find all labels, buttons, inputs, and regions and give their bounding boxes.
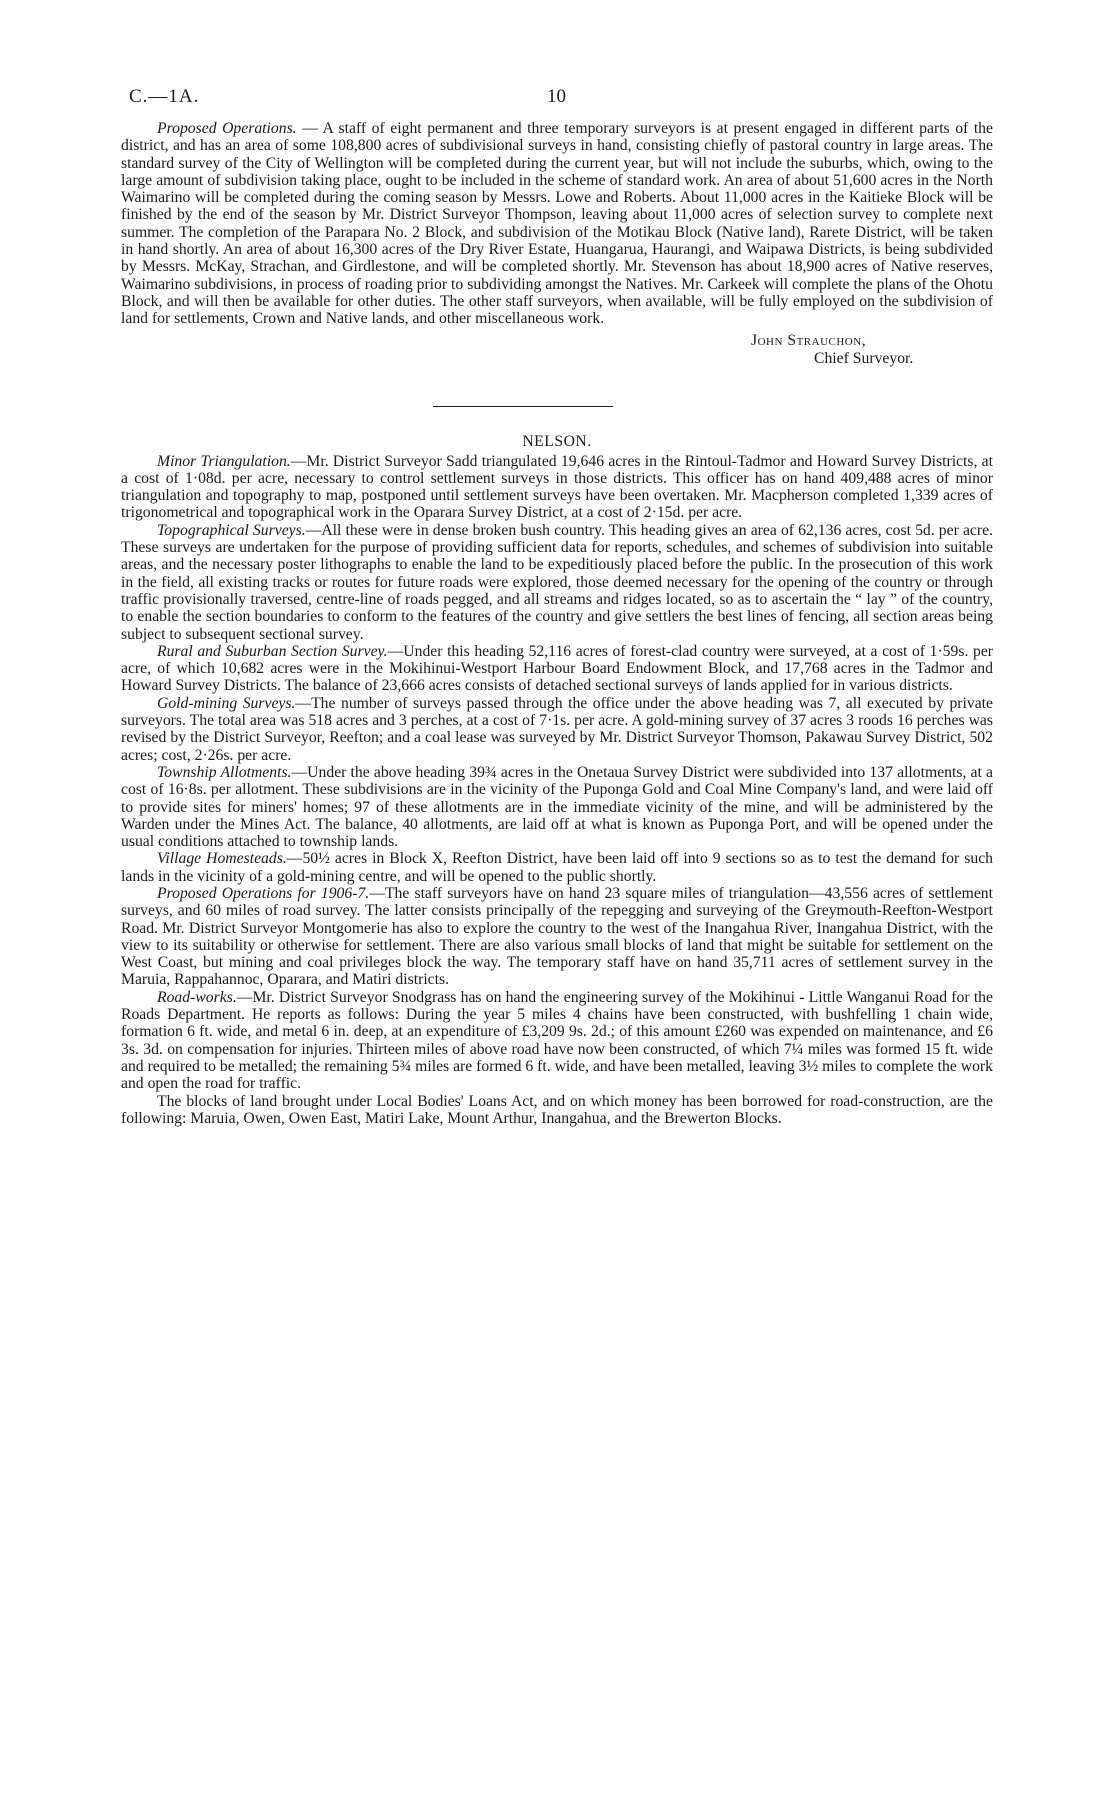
paragraph-text: —The number of surveys passed through the office under the above heading was 7, all executed by private surveyors. The total area was 518 acres and 3 perches, at a cost of 7·1s. per acre. A gold-mining survey of 37 acres 3 roods 16 perches was revised by the District Surveyor, Reefton; and a coal lease was surveyed by Mr. District Surveyor Thomson, Pakawau Survey District, 502 acres; cost, 2·26s. per acre. [121, 694, 993, 764]
nelson-paragraph [121, 885, 993, 989]
paragraph-text: —Mr. District Surveyor Sadd triangulated 19,646 acres in the Rintoul-Tadmor and Howard Survey Districts, at a cost of 1·08d. per acre, necessary to control settlement surveys in those districts. This officer has on hand 409,488 acres of minor triangulation and topography to map, postponed until settlement surveys have been overtaken. Mr. Macpherson completed 1,339 acres of trigonometrical and topographical work in the Oparara Survey District, at a cost of 2·15d. per acre. [121, 452, 994, 522]
paragraph-heading: Minor Triangulation. [157, 452, 291, 470]
paragraph-heading: Road-works. [157, 988, 237, 1006]
nelson-paragraph [121, 522, 993, 643]
nelson-paragraph [121, 453, 993, 522]
paragraph-heading: Topographical Surveys. [157, 521, 306, 539]
paragraph-text: —50½ acres in Block X, Reefton District, have been laid off into 9 sections so as to test the demand for such lands in the vicinity of a gold-mining centre, and will be opened to the public shortly. [121, 850, 994, 885]
paragraph-text: —All these were in dense broken bush country. This heading gives an area of 62,136 acres, cost 5d. per acre. These surveys are undertaken for the purpose of providing sufficient data for reports, schedules, and schemes of subdivision into suitable areas, and the necessary poster lithographs to enable the land to be expeditiously placed before the public. In the prosecution of this work in the field, all existing tracks or routes for future roads were explored, those deemed necessary for the opening of the country or through traffic provisionally traversed, centre-line of roads pegged, and all streams and ridges located, so as to ascertain the “ lay ” of the country, to enable the section boundaries to conform to the features of the country and give settlers the best lines of fencing, all section areas being subject to subsequent sectional survey. [121, 521, 993, 643]
paragraph-heading: Rural and Suburban Section Survey. [157, 642, 388, 660]
section-title-nelson: NELSON. [522, 432, 592, 450]
paragraph-heading: Township Allotments. [157, 763, 292, 781]
signature-name: John Strauchon, [751, 331, 867, 349]
page-header [121, 86, 993, 120]
paragraph-heading: Proposed Operations. [157, 120, 297, 137]
nelson-paragraph [121, 989, 993, 1093]
paragraph-text: — A staff of eight permanent and three temporary surveyors is at present engaged in different parts of the district, and has an area of some 108,800 acres of subdivisional surveys in hand, consisting chiefly of pastoral country in large areas. The standard survey of the City of Wellington will be completed during the current year, but will not include the suburbs, which, owing to the large amount of subdivision taking place, ought to be included in the scheme of standard work. An area of about 51,600 acres in the North Waimarino will be completed during the coming season by Messrs. Lowe and Roberts. About 11,000 acres in the Kaitieke Block will be finished by the end of the season by Mr. District Surveyor Thompson, leaving about 11,000 acres of selection survey to complete next summer. The completion of the Parapara No. 2 Block, and subdivision of the Motikau Block (Native land), Rarete District, will be taken in hand shortly. An area of about 16,300 acres of the Dry River Estate, Huangarua, Haurangi, and Waipawa Districts, is being subdivided by Messrs. McKay, Strachan, and Girdlestone, and will be completed shortly. Mr. Stevenson has about 18,900 acres of Native reserves, Waimarino subdivisions, in process of roading prior to subdividing amongst the Natives. Mr. Carkeek will complete the plans of the Ohotu Block, and will then be available for other duties. The other staff surveyors, when available, will be fully employed on the subdivision of land for settlements, Crown and Native lands, and other miscellaneous work. [121, 120, 993, 328]
nelson-paragraph [121, 643, 993, 695]
paragraph-heading: Village Homesteads. [157, 850, 287, 868]
nelson-paragraph [121, 850, 993, 885]
paragraph-text: —Under the above heading 39¾ acres in the Onetaua Survey District were subdivided into 137 allotments, at a cost of 16·8s. per allotment. These subdivisions are in the vicinity of the Puponga Gold and Coal Mine Company's land, and were laid off to provide sites for miners' homes; 97 of these allotments are in the immediate vicinity of the mine, and will be administered by the Warden under the Mines Act. The balance, 40 allotments, are laid off at what is known as Puponga Port, and will be opened under the usual conditions attached to township lands. [121, 763, 993, 851]
section-divider [433, 406, 613, 407]
paragraph-text: The blocks of land brought under Local Bodies' Loans Act, and on which money has been borrowed for road-construction, are the following: Maruia, Owen, Owen East, Matiri Lake, Mount Arthur, Inangahua, and the Brewerton Blocks. [121, 1092, 993, 1127]
paragraph-heading: Proposed Operations for 1906-7. [157, 884, 370, 902]
document-page [121, 86, 993, 1127]
paragraph-text: —The staff surveyors have on hand 23 square miles of triangulation—43,556 acres of settlement surveys, and 60 miles of road survey. The latter consists principally of the repegging and surveying of the Greymouth-Reefton-Westport Road. Mr. District Surveyor Montgomerie has also to explore the country to the west of the Inangahua River, Inangahua District, with the view to its suitability or otherwise for settlement. There are also various small blocks of land that might be suitable for settlement on the West Coast, but mining and coal privileges block the way. The temporary staff have on hand 35,711 acres of settlement survey in the Maruia, Rappahannoc, Oparara, and Matiri districts. [121, 884, 993, 989]
page-number: 10 [547, 86, 566, 107]
wellington-proposed-paragraph [121, 120, 993, 328]
nelson-paragraph [121, 1093, 993, 1128]
paragraph-text: —Under this heading 52,116 acres of forest-clad country were surveyed, at a cost of 1·59s. per acre, of which 10,682 acres were in the Mokihinui-Westport Harbour Board Endowment Block, and 17,768 acres in the Tadmor and Howard Survey Districts. The balance of 23,666 acres consists of detached sectional surveys of lands applied for in various districts. [121, 642, 994, 695]
document-reference: C.—1A. [129, 86, 200, 107]
signature-block [121, 332, 993, 370]
nelson-paragraph [121, 764, 993, 850]
paragraph-heading: Gold-mining Surveys. [157, 694, 296, 712]
nelson-paragraph [121, 695, 993, 764]
paragraph-text: —Mr. District Surveyor Snodgrass has on hand the engineering survey of the Mokihinui - Little Wanganui Road for the Roads Department. He reports as follows: During the year 5 miles 4 chains have been constructed, with bushfelling 1 chain wide, formation 6 ft. wide, and metal 6 in. deep, at an expenditure of £3,209 9s. 2d.; of this amount £260 was expended on maintenance, and £6 3s. 3d. on compensation for injuries. Thirteen miles of above road have now been constructed, of which 7¼ miles was formed 15 ft. wide and required to be metalled; the remaining 5¾ miles are formed 6 ft. wide, and have been metalled, leaving 3½ miles to complete the work and open the road for traffic. [121, 988, 993, 1093]
signature-title: Chief Surveyor. [814, 349, 914, 367]
